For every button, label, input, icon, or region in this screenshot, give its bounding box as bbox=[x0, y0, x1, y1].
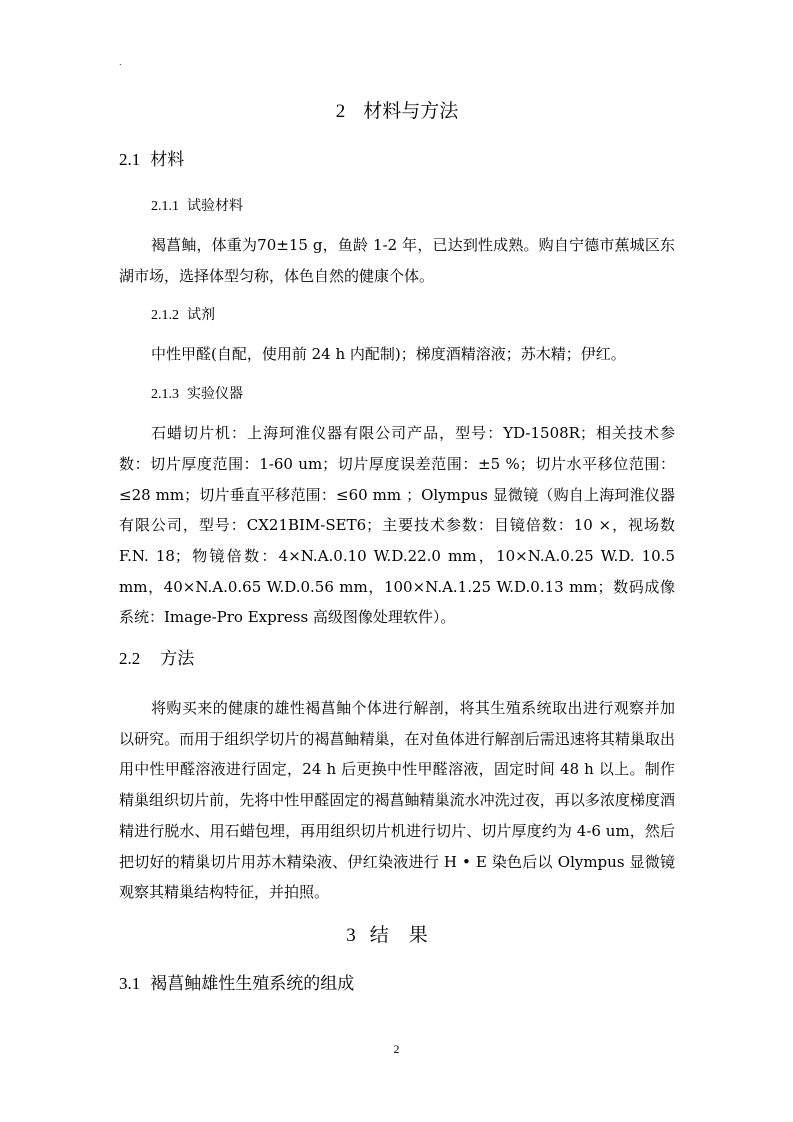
subsection-number: 2.1.3 bbox=[151, 387, 179, 403]
subsection-title: 试剂 bbox=[187, 307, 215, 324]
section-title: 方法 bbox=[160, 649, 195, 670]
subsection-number: 2.1.2 bbox=[151, 308, 179, 324]
chapter-3-heading bbox=[119, 920, 675, 950]
subsection-number: 2.1.1 bbox=[151, 199, 179, 214]
paragraph-test-materials: 褐菖鲉，体重为70±15 g，鱼龄 1-2 年，已达到性成熟。购自宁德市蕉城区东湖市场，选择体型匀称，体色自然的健康个体。 bbox=[119, 236, 675, 285]
chapter-title: 结果 bbox=[369, 923, 448, 946]
chapter-2-heading bbox=[119, 96, 675, 126]
subsection-2-1-1-heading bbox=[151, 194, 675, 218]
page-number: 2 bbox=[393, 1042, 400, 1056]
chapter-title: 材料与方法 bbox=[363, 100, 459, 122]
section-number: 2.2 bbox=[119, 649, 141, 669]
paragraph-methods: 将购买来的健康的雄性褐菖鲉个体进行解剖，将其生殖系统取出进行观察并加以研究。而用于组织学切片的褐菖鲉精巢，在对鱼体进行解剖后需迅速将其精巢取出用中性甲醛溶液进行固定，24 h 后更换中性甲醛溶液，固定时间 48 h 以上。制作精巢组织切片前，先将中性甲醛固定的褐菖鲉精巢流水冲洗过夜，再以多浓度梯度酒精进行脱水、用石蜡包埋，再用组织切片机进行切片、切片厚度约为 4-6 um，然后把切好的精巢切片用苏木精染液、伊红染液进行 H • E 染色后以 Olympus 显微镜观察其精巢结构特征，并拍照。 bbox=[119, 699, 675, 902]
section-title: 褐菖鲉雄性生殖系统的组成 bbox=[150, 973, 355, 994]
section-2-1-heading bbox=[119, 146, 675, 174]
section-3-1-heading bbox=[119, 970, 675, 998]
page-content bbox=[119, 96, 675, 1018]
chapter-number: 3 bbox=[346, 924, 356, 946]
subsection-2-1-3-heading bbox=[151, 382, 675, 406]
subsection-title: 试验材料 bbox=[187, 198, 243, 214]
section-number: 2.1 bbox=[119, 150, 141, 169]
chapter-number: 2 bbox=[335, 101, 346, 122]
subsection-title: 实验仪器 bbox=[187, 386, 243, 403]
page-mark: . bbox=[119, 58, 122, 67]
subsection-2-1-2-heading bbox=[151, 303, 675, 327]
paragraph-instruments: 石蜡切片机：上海珂淮仪器有限公司产品，型号：YD-1508R；相关技术参数：切片厚度范围：1-60 um；切片厚度误差范围：±5 %；切片水平移位范围：≤28 mm；切片垂直平移范围：≤60 mm ；Olympus 显微镜（购自上海珂淮仪器有限公司，型号：CX21BIM-SET6；主要技术参数：目镜倍数：10 ×，视场数 F.N. 18；物镜倍数：4×N.A.0.10 W.D.22.0 mm，10×N.A.0.25 W.D. 10.5 mm，40×N.A.0.65 W.D.0.56 mm，100×N.A.1.25 W.D.0.13 mm；数码成像系统：Image-Pro Express 高级图像处理软件）。 bbox=[119, 424, 675, 627]
section-number: 3.1 bbox=[119, 973, 141, 993]
section-2-2-heading bbox=[119, 645, 675, 673]
paragraph-reagents: 中性甲醛(自配，使用前 24 h 内配制)；梯度酒精溶液；苏木精；伊红。 bbox=[151, 345, 626, 364]
section-title: 材料 bbox=[150, 150, 185, 170]
